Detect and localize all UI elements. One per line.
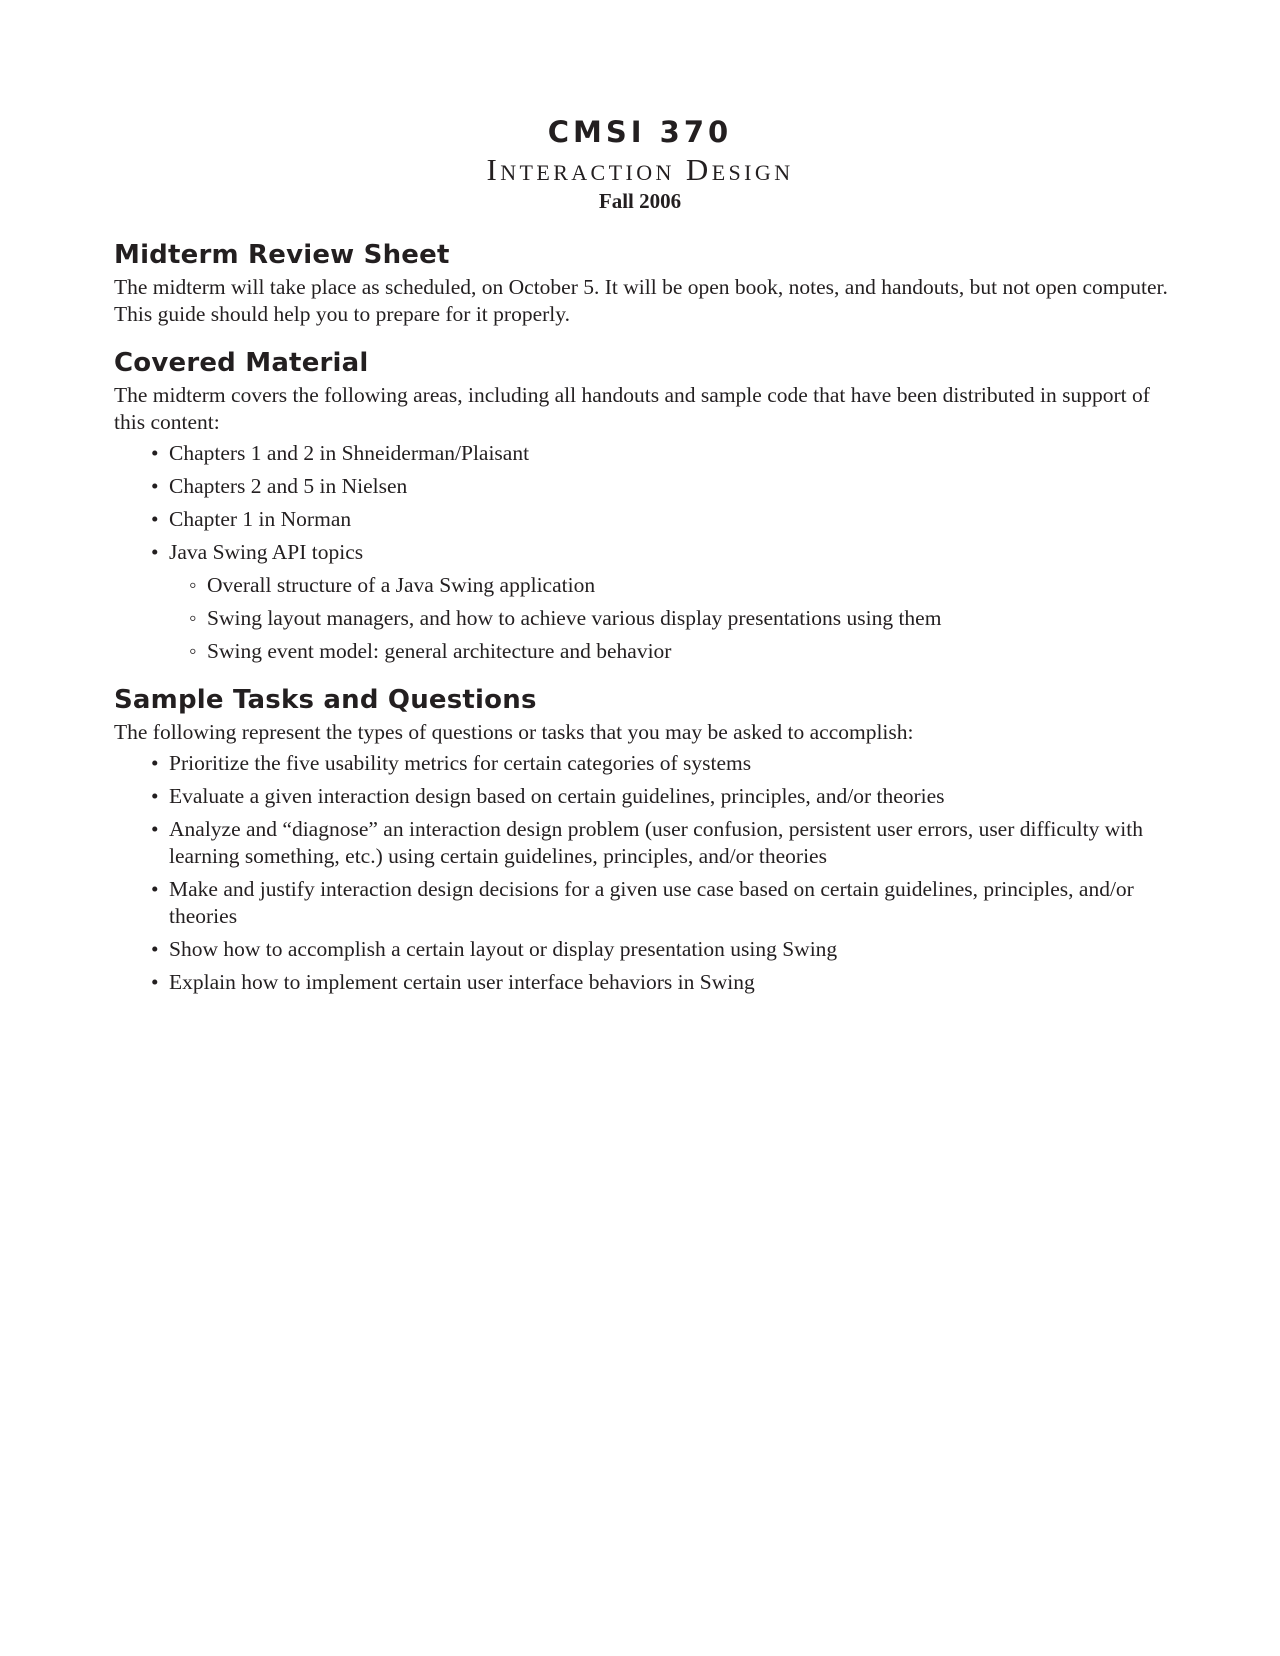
- covered-material-list: [114, 440, 1174, 665]
- section-paragraph: The midterm will take place as scheduled, on October 5. It will be open book, notes, and handouts, but not open computer. This guide should help you to prepare for it properly.: [114, 275, 1168, 326]
- section-heading: Midterm Review Sheet: [114, 240, 450, 270]
- sublist-item: ◦ Swing event model: general architecture and behavior: [207, 638, 1174, 665]
- section-midterm-review: [114, 238, 1174, 328]
- section-covered-material: [114, 346, 1174, 665]
- section-heading: Covered Material: [114, 348, 369, 378]
- sublist-item: ◦ Overall structure of a Java Swing application: [207, 572, 1174, 599]
- document-body: [114, 238, 1174, 1002]
- list-item: • Make and justify interaction design decisions for a given use case based on certain guidelines, principles, and/or theories: [169, 876, 1174, 930]
- section-paragraph: The following represent the types of questions or tasks that you may be asked to accomplish:: [114, 720, 914, 744]
- course-title: Interaction Design: [486, 152, 794, 187]
- list-item: • Show how to accomplish a certain layout or display presentation using Swing: [169, 936, 1174, 963]
- list-item-with-subitems: [169, 539, 1174, 665]
- list-item: • Prioritize the five usability metrics for certain categories of systems: [169, 750, 1174, 777]
- list-item-label: Java Swing API topics: [169, 540, 364, 564]
- course-code: CMSI 370: [547, 115, 733, 149]
- list-item: • Chapter 1 in Norman: [169, 506, 1174, 533]
- sample-tasks-list: [114, 750, 1174, 996]
- list-item: • Evaluate a given interaction design based on certain guidelines, principles, and/or theories: [169, 783, 1174, 810]
- section-paragraph: The midterm covers the following areas, including all handouts and sample code that have been distributed in support of this content:: [114, 383, 1150, 434]
- swing-topics-sublist: [169, 572, 1174, 665]
- list-item: • Chapters 2 and 5 in Nielsen: [169, 473, 1174, 500]
- list-item: • Explain how to implement certain user interface behaviors in Swing: [169, 969, 1174, 996]
- course-term: Fall 2006: [598, 189, 682, 213]
- list-item: • Analyze and “diagnose” an interaction design problem (user confusion, persistent user errors, user difficulty with learning something, etc.) using certain guidelines, principles, and/or theories: [169, 816, 1174, 870]
- sublist-item: ◦ Swing layout managers, and how to achieve various display presentations using them: [207, 605, 1174, 632]
- section-sample-tasks: [114, 683, 1174, 996]
- section-heading: Sample Tasks and Questions: [114, 685, 537, 715]
- list-item: • Chapters 1 and 2 in Shneiderman/Plaisant: [169, 440, 1174, 467]
